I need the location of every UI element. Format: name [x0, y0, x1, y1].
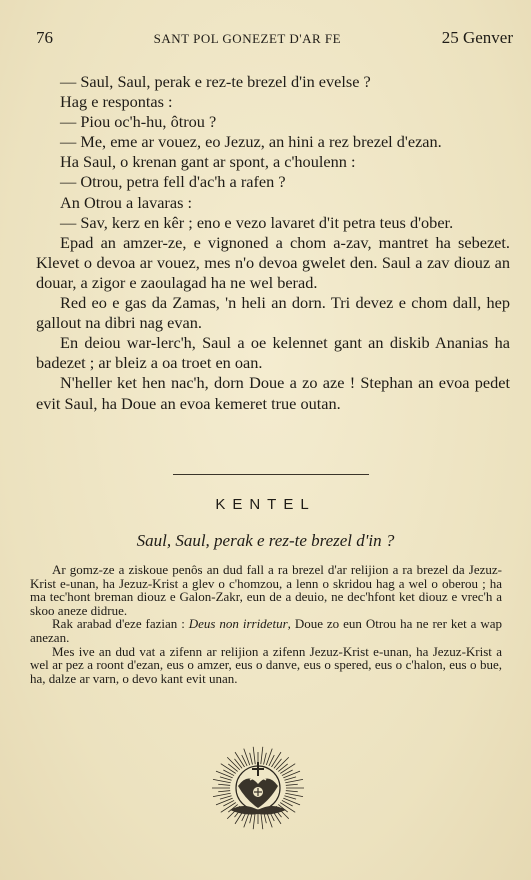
ornament-ray	[282, 798, 300, 805]
ornament-ray	[223, 770, 235, 776]
paragraph: Hag e respontas :	[60, 92, 173, 112]
ornament-ray	[228, 764, 238, 772]
paragraph: En deiou war-lerc'h, Saul a oe kelennet gant an diskib Ananias ha badezet ; ar bleiz a oa troet en oan.	[36, 333, 510, 373]
lesson-text-before: Rak arabad d'eze fazian :	[52, 616, 189, 632]
paragraph: — Otrou, petra fell d'ac'h a rafen ?	[60, 172, 286, 192]
paragraph: — Saul, Saul, perak e rez-te brezel d'in evelse ?	[60, 72, 371, 91]
ornament-ray	[223, 800, 235, 806]
ornament-ray	[282, 771, 300, 778]
lesson-text-after: , Doue zo eun Otrou ha ne rer ket a wap anezan.	[30, 616, 503, 645]
lesson-paragraph	[30, 617, 502, 644]
paragraph: An Otrou a lavaras :	[60, 192, 193, 212]
lesson-text	[30, 563, 502, 685]
paragraph: — Me, eme ar vouez, eo Jezuz, an hini a rez brezel d'ezan.	[60, 132, 442, 152]
paragraph: Ha Saul, o krenan gant ar spont, a c'houlenn :	[60, 152, 356, 172]
ornament-ray	[216, 771, 234, 778]
header-date: 25 Genver	[441, 28, 513, 47]
ornament-ray	[218, 784, 232, 785]
ornament-ray	[234, 759, 242, 769]
ornament-ray	[281, 770, 293, 776]
section-divider	[173, 474, 369, 475]
section-title: KENTEL	[215, 496, 316, 513]
paragraph: — Piou oc'h-hu, ôtrou ?	[60, 112, 217, 132]
paragraph: N'heller ket hen nac'h, dorn Doue a zo aze ! Stephan an evoa pedet evit Saul, ha Doue an evoa kemeret true outan.	[36, 373, 510, 413]
paragraph: Red eo e gas da Zamas, 'n heli an dorn. Tri devez e chom dall, hep gallout na dibri nag evan.	[36, 293, 510, 333]
latin-quote: Deus non irridetur	[188, 616, 288, 632]
ornament-ray	[261, 747, 263, 765]
section-subtitle: Saul, Saul, perak e rez-te brezel d'in ?	[136, 531, 395, 550]
sacred-heart-ornament-icon	[200, 742, 316, 840]
lesson-paragraph: Ar gomz-ze a ziskoue penôs an dud fall a ra brezel d'ar relijion a ra brezel da Jezuz-Krist e-unan, ha Jezuz-Krist a glev o c'homzou, a lenn o skridou hag a wel o oberou ; ha ma tec'hont breman diouz e Galon-Zakr, eun de a deuio, ne dec'hfont ket diouz e vrec'h a skoo aneze didrue.	[30, 562, 502, 618]
ornament-ray	[273, 759, 281, 769]
ornament-ray	[284, 790, 298, 791]
page-header	[36, 28, 513, 48]
page-number: 76	[36, 28, 53, 47]
ornament-ray	[244, 749, 250, 766]
paragraph: Epad an amzer-ze, e vignoned a chom a-zav, mantret ha sebezet. Klevet o devoa ar vouez, mes n'o devoa gwelet den. Saul a zav diouz an douar, a zigor e zaoulagad ha ne wel berad.	[36, 232, 510, 292]
lesson-paragraph: Mes ive an dud vat a zifenn ar relijion a zifenn Jezuz-Krist e-unan, ha Jezuz-Krist a wel ar pez a roont d'ezan, eus o amzer, eus o danve, eus o spered, eus o c'halon, eus o bue, ha, dalze ar varn, o devo kant evit unan.	[30, 643, 502, 686]
ornament-ray	[253, 747, 255, 765]
ornament-ray	[216, 798, 234, 805]
ornament-ray	[266, 749, 272, 766]
paragraph: — Sav, kerz en kêr ; eno e vezo lavaret d'it petra teus d'ober.	[60, 212, 454, 232]
main-text	[36, 72, 510, 414]
ornament-ray	[250, 753, 253, 765]
ornament-ray	[284, 784, 298, 785]
running-title: SANT POL GONEZET D'AR FE	[153, 31, 342, 46]
ornament-ray	[281, 800, 293, 806]
ornament-ray	[277, 764, 287, 772]
ornament-ray	[218, 790, 232, 791]
ornament-ray	[263, 753, 266, 765]
